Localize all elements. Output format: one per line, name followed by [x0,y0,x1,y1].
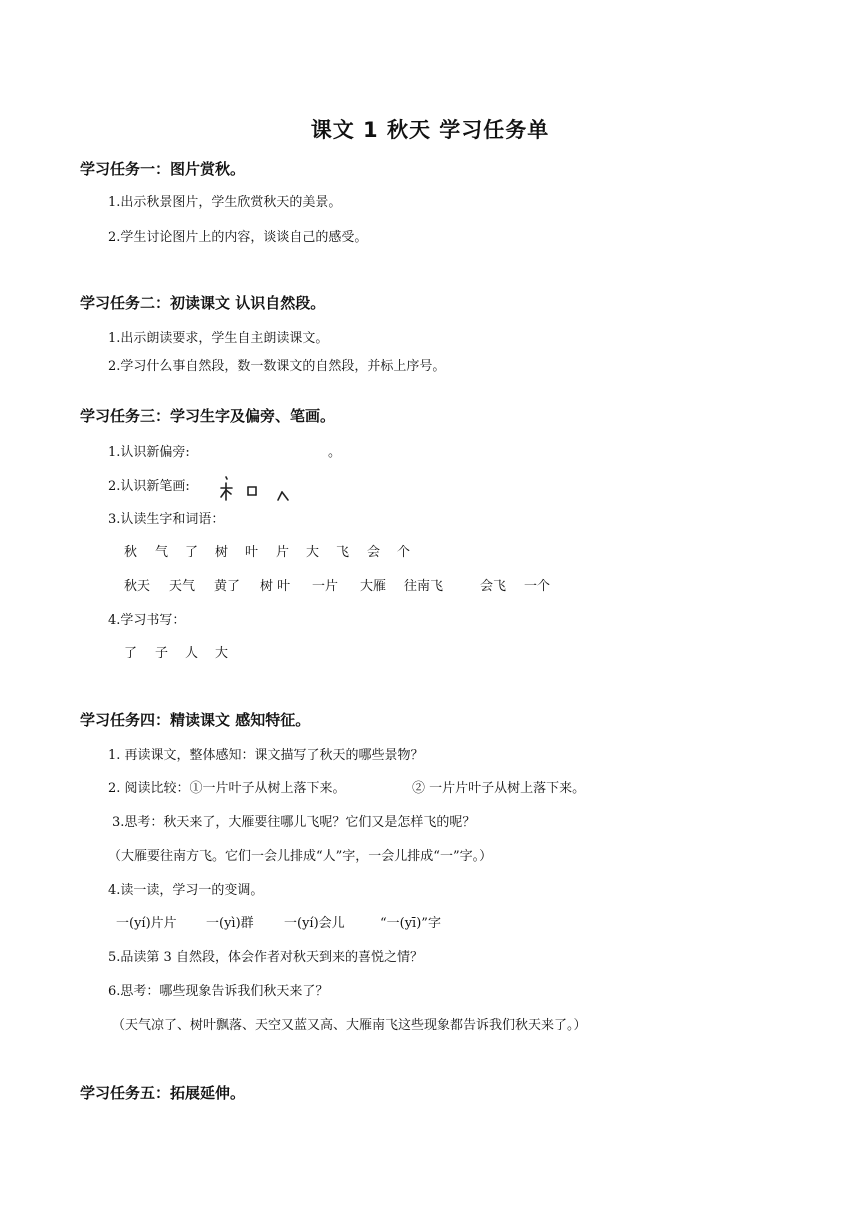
char-item: 秋 [124,545,138,560]
word-item: 往南飞 [404,579,444,594]
task4-heading: 学习任务四：精读课文 感知特征。 [80,711,311,729]
task4-item-4: 4.读一读，学习一的变调。 [108,883,264,898]
task4-item-3-answer: （大雁要往南方飞。它们一会儿排成“人”字，一会儿排成“一”字。） [108,849,493,864]
tone-example: 一(yì)群 [206,916,254,931]
word-item: 秋天 [124,579,151,594]
word-item: 天气 [169,579,196,594]
task3-heading: 学习任务三：学习生字及偏旁、笔画。 [80,407,336,425]
task4-item-2b: ② 一片片叶子从树上落下来。 [412,781,586,796]
char-item: 叶 [245,545,259,560]
word-item: 黄了 [214,579,241,594]
char-item: 大 [306,545,320,560]
task3-radicals-label: 1.认识新偏旁: [108,445,190,460]
char-item: 了 [185,545,199,560]
word-item: 树 叶 [260,579,291,594]
writing-char: 子 [155,646,169,661]
page-title: 课文 1 秋天 学习任务单 [310,118,550,142]
char-item: 气 [155,545,169,560]
task3-writing-label: 4.学习书写： [108,613,186,628]
char-item: 个 [397,545,411,560]
char-item: 片 [276,545,290,560]
task1-heading: 学习任务一：图片赏秋。 [80,160,246,178]
task2-heading: 学习任务二：初读课文 认识自然段。 [80,294,326,312]
task4-item-3: 3.思考：秋天来了，大雁要往哪儿飞呢？它们又是怎样飞的呢？ [112,815,476,830]
task1-item-2: 2.学生讨论图片上的内容，谈谈自己的感受。 [108,230,368,245]
word-item: 一片 [312,579,339,594]
task2-item-1: 1.出示朗读要求，学生自主朗读课文。 [108,331,329,346]
word-item: 大雁 [360,579,387,594]
writing-char: 了 [124,646,138,661]
task4-item-6: 6.思考：哪些现象告诉我们秋天来了？ [108,984,329,999]
tone-example: 一(yí)会儿 [284,916,345,931]
char-item: 飞 [336,545,350,560]
task4-item-1: 1. 再读课文，整体感知：课文描写了秋天的哪些景物？ [108,748,424,763]
new-strokes-image [218,474,298,504]
char-item: 会 [367,545,381,560]
task2-item-2: 2.学习什么事自然段，数一数课文的自然段，并标上序号。 [108,359,446,374]
task5-heading: 学习任务五：拓展延伸。 [80,1084,246,1102]
word-item: 一个 [524,579,551,594]
tone-example: “一(yī)”字 [380,916,441,931]
task4-item-6-answer: （天气凉了、树叶飘落、天空又蓝又高、大雁南飞这些现象都告诉我们秋天来了。） [112,1018,587,1033]
task4-item-2a: 2. 阅读比较：①一片叶子从树上落下来。 [108,781,346,796]
writing-char: 大 [215,646,229,661]
writing-char: 人 [185,646,199,661]
task3-strokes-label: 2.认识新笔画: [108,479,190,494]
task3-radicals-end: 。 [328,445,342,460]
word-item: 会飞 [480,579,507,594]
task4-item-5: 5.品读第 3 自然段，体会作者对秋天到来的喜悦之情？ [108,950,423,965]
char-item: 树 [215,545,229,560]
task1-item-1: 1.出示秋景图片，学生欣赏秋天的美景。 [108,195,342,210]
tone-example: 一(yí)片片 [116,916,177,931]
task3-vocab-label: 3.认读生字和词语： [108,512,225,527]
